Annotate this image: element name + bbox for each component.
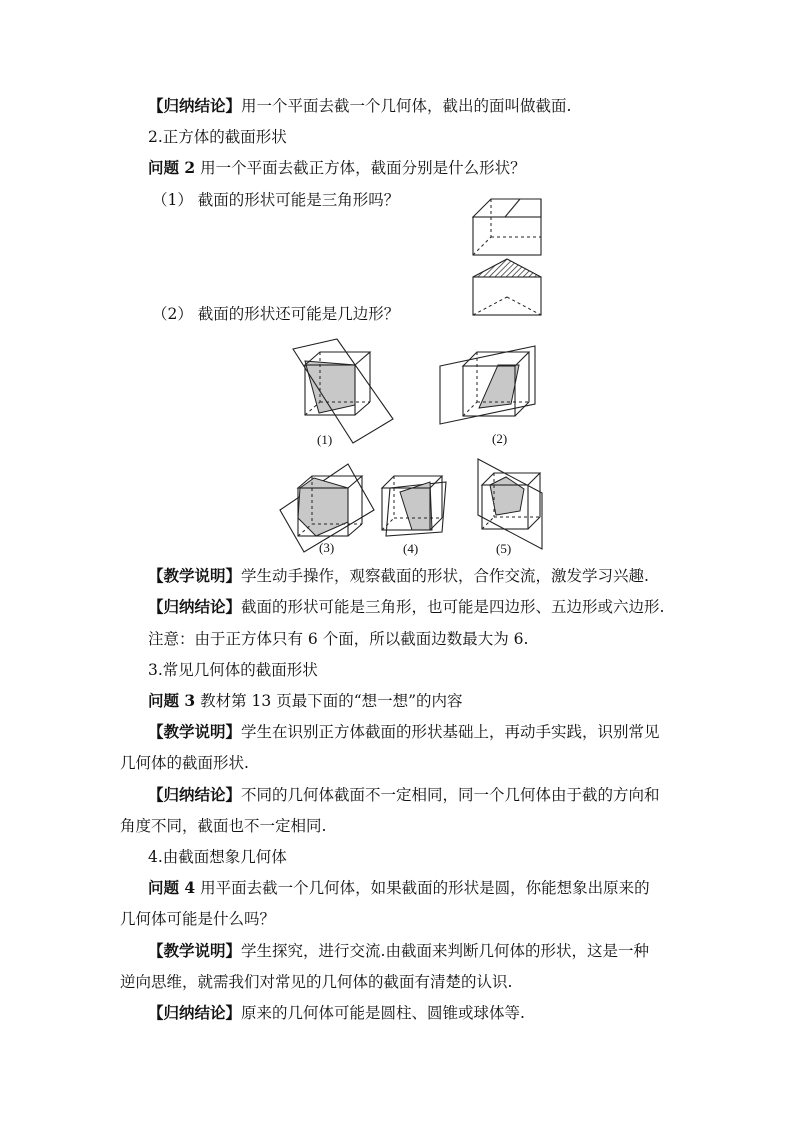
line-text: 用一个平面去截正方体，截面分别是什么形状？ [195, 159, 526, 177]
question-3 [148, 691, 463, 711]
tag-label: 问题 3 [148, 691, 196, 710]
figure-label-2: (2) [492, 431, 508, 446]
section-heading-2 [148, 127, 287, 147]
conclusion-different [148, 785, 660, 805]
tag-label: 【归纳结论】 [148, 1003, 242, 1022]
tag-label: 问题 2 [148, 158, 196, 177]
line-text: 截面的形状可能是三角形，也可能是四边形、五边形或六边形. [241, 598, 665, 616]
question-4-cont [120, 909, 275, 929]
teaching-note-3-cont [120, 972, 512, 992]
line-text: 3.常见几何体的截面形状 [148, 661, 318, 679]
line-text: 用一个平面去截一个几何体，截出的面叫做截面. [241, 97, 572, 115]
line-text: （2） 截面的形状还可能是几边形？ [152, 305, 400, 323]
conclusion-shapes [148, 597, 664, 617]
sub-question-2 [152, 304, 399, 324]
cube-figure-1 [285, 335, 395, 450]
teaching-note-3 [148, 941, 649, 961]
teaching-note-2 [148, 722, 660, 742]
line-text: 学生动手操作，观察截面的形状，合作交流，激发学习兴趣. [241, 567, 649, 585]
line-text: 注意：由于正方体只有 6 个面，所以截面边数最大为 6. [148, 630, 529, 648]
line-text: 4.由截面想象几何体 [148, 848, 287, 866]
line-text: 角度不同，截面也不一定相同. [120, 817, 327, 835]
conclusion-definition [148, 96, 571, 116]
figure-label-3: (3) [319, 540, 335, 555]
conclusion-different-cont [120, 816, 326, 836]
cube-figure-5 [470, 455, 550, 560]
sub-question-1 [152, 190, 399, 210]
tag-label: 问题 4 [148, 878, 196, 897]
line-text: （1） 截面的形状可能是三角形吗？ [152, 191, 400, 209]
section-heading-3 [148, 660, 318, 680]
teaching-note-1 [148, 566, 649, 586]
cube-figure-4 [378, 468, 450, 560]
figure-label-4: (4) [403, 541, 419, 556]
line-text: 用平面去截一个几何体，如果截面的形状是圆，你能想象出原来的 [195, 879, 650, 897]
section-heading-4 [148, 847, 287, 867]
cube-figure-3 [278, 462, 378, 560]
prism-figure-top [470, 196, 550, 260]
prism-figure-hatched [470, 256, 550, 320]
tag-label: 【教学说明】 [148, 722, 242, 741]
tag-label: 【教学说明】 [148, 941, 242, 960]
line-text: 不同的几何体截面不一定相同，同一个几何体由于截的方向和 [241, 786, 660, 804]
tag-label: 【归纳结论】 [148, 96, 242, 115]
tag-label: 【归纳结论】 [148, 785, 242, 804]
conclusion-circle [148, 1003, 525, 1023]
line-text: 几何体可能是什么吗？ [120, 910, 276, 928]
question-2 [148, 158, 526, 178]
teaching-note-2-cont [120, 753, 249, 773]
line-text: 学生探究，进行交流.由截面来判断几何体的形状，这是一种 [241, 942, 649, 960]
line-text: 2.正方体的截面形状 [148, 128, 287, 146]
tag-label: 【归纳结论】 [148, 597, 242, 616]
tag-label: 【教学说明】 [148, 566, 242, 585]
line-text: 学生在识别正方体截面的形状基础上，再动手实践，识别常见 [241, 723, 660, 741]
line-text: 几何体的截面形状. [120, 754, 249, 772]
figure-label-1: (1) [317, 432, 333, 447]
line-text: 教材第 13 页最下面的“想一想”的内容 [195, 692, 463, 710]
question-4 [148, 878, 650, 898]
note-max-edges [148, 629, 528, 649]
line-text: 原来的几何体可能是圆柱、圆锥或球体等. [241, 1004, 525, 1022]
line-text: 逆向思维，就需我们对常见的几何体的截面有清楚的认识. [120, 973, 513, 991]
figure-label-5: (5) [496, 541, 512, 556]
cube-figure-2 [435, 342, 555, 450]
